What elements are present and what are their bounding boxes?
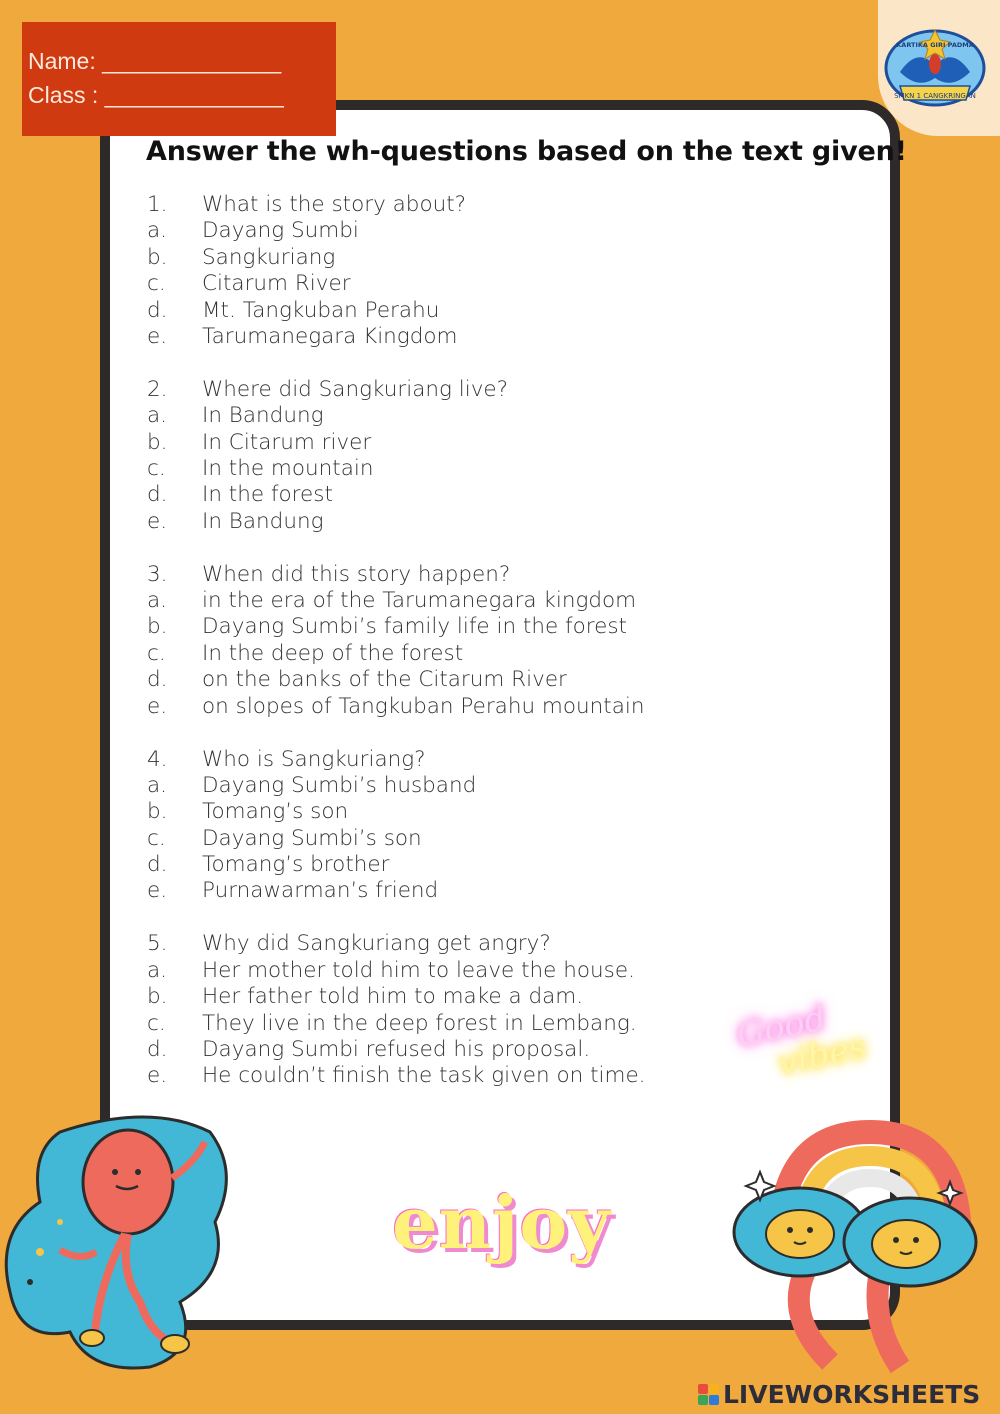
question-line-marker: 2.: [147, 376, 168, 402]
answer-option-text: Tomang’s brother: [202, 852, 390, 878]
answer-option-marker: a.: [147, 957, 168, 983]
rainbow-clouds-sticker: [720, 1112, 990, 1374]
answer-option-text: Tomang’s son: [202, 799, 349, 825]
question-line-marker: 1.: [147, 192, 168, 217]
school-logo-badge: [878, 0, 1000, 136]
answer-option-text: Tarumanegara Kingdom: [202, 323, 458, 349]
logo-bottom-text: SMKN 1 CANGKRINGAN: [894, 92, 976, 100]
answer-option-text: Dayang Sumbi’s husband: [202, 772, 477, 798]
answer-option-marker: c.: [147, 825, 166, 851]
answer-option-text: Purnawarman’s friend: [202, 878, 439, 904]
question-line-marker: 4.: [147, 746, 168, 772]
liveworksheets-brand[interactable]: [698, 1380, 980, 1409]
answer-option-marker: e.: [147, 878, 168, 904]
answer-option-text: In the deep of the forest: [202, 640, 464, 666]
class-field-label[interactable]: Class : ______________: [28, 82, 284, 108]
answer-option-marker: d.: [147, 852, 168, 878]
question-line-text: What is the story about?: [202, 192, 467, 217]
answer-option-marker: c.: [147, 640, 166, 666]
answer-option-text: In the forest: [202, 482, 333, 508]
answer-option-marker: b.: [147, 244, 168, 270]
answer-option-marker: b.: [147, 984, 168, 1010]
answer-option-text: Sangkuriang: [202, 244, 336, 270]
name-field-label[interactable]: Name: ______________: [28, 48, 282, 74]
answer-option-text: Dayang Sumbi refused his proposal.: [202, 1036, 591, 1062]
answer-option-text: He couldn’t finish the task given on time.: [202, 1063, 646, 1089]
answer-option-text: on slopes of Tangkuban Perahu mountain: [202, 693, 645, 719]
answer-option-marker: e.: [147, 693, 168, 719]
answer-option-text: Her father told him to make a dam.: [202, 984, 584, 1010]
answer-option-text: Dayang Sumbi’s family life in the forest: [202, 614, 627, 640]
answer-option-marker: b.: [147, 429, 168, 455]
worksheet-title: Answer the wh-questions based on the text given!: [146, 136, 907, 167]
answer-option-marker: d.: [147, 482, 168, 508]
answer-option-marker: a.: [147, 218, 168, 244]
question-line-text: Why did Sangkuriang get angry?: [202, 931, 551, 957]
question-line-text: Where did Sangkuriang live?: [202, 376, 509, 402]
enjoy-sticker: enjoy: [392, 1180, 612, 1265]
answer-option-marker: e.: [147, 323, 168, 349]
answer-option-text: In Citarum river: [202, 429, 372, 455]
answer-option-marker: b.: [147, 614, 168, 640]
balloon-character-sticker: [0, 1112, 240, 1374]
question-line-marker: 3.: [147, 561, 168, 587]
answer-option-marker: c.: [147, 1010, 166, 1036]
logo-top-text: KARTIKA GIRI PADMA: [896, 41, 974, 49]
answer-option-text: Dayang Sumbi: [202, 218, 359, 244]
good-text: Good: [733, 997, 830, 1056]
answer-option-marker: a.: [147, 403, 168, 429]
answer-option-text: Citarum River: [202, 271, 351, 297]
answer-option-marker: a.: [147, 772, 168, 798]
answer-option-marker: d.: [147, 667, 168, 693]
answer-option-marker: b.: [147, 799, 168, 825]
answer-option-marker: a.: [147, 588, 168, 614]
liveworksheets-logo-icon: [698, 1384, 719, 1405]
question-line-marker: 5.: [147, 931, 168, 957]
answer-option-marker: d.: [147, 297, 168, 323]
answer-option-marker: c.: [147, 271, 166, 297]
answer-option-text: Mt. Tangkuban Perahu: [202, 297, 440, 323]
question-line-text: Who is Sangkuriang?: [202, 746, 426, 772]
question-line-text: When did this story happen?: [202, 561, 511, 587]
answer-option-marker: e.: [147, 1063, 168, 1089]
answer-option-text: In the mountain: [202, 456, 374, 482]
answer-option-marker: c.: [147, 456, 166, 482]
answer-option-text: They live in the deep forest in Lembang.: [202, 1010, 637, 1036]
answer-option-text: in the era of the Tarumanegara kingdom: [202, 588, 637, 614]
answer-option-text: In Bandung: [202, 508, 324, 534]
school-logo-icon: [878, 0, 1000, 136]
brand-text: LIVEWORKSHEETS: [723, 1380, 981, 1409]
answer-option-text: Dayang Sumbi’s son: [202, 825, 422, 851]
answer-option-text: In Bandung: [202, 403, 324, 429]
vibes-text: vibes: [774, 1026, 870, 1084]
answer-option-text: on the banks of the Citarum River: [202, 667, 567, 693]
answer-option-marker: d.: [147, 1036, 168, 1062]
name-class-box: [22, 22, 336, 136]
answer-option-marker: e.: [147, 508, 168, 534]
answer-option-text: Her mother told him to leave the house.: [202, 957, 635, 983]
